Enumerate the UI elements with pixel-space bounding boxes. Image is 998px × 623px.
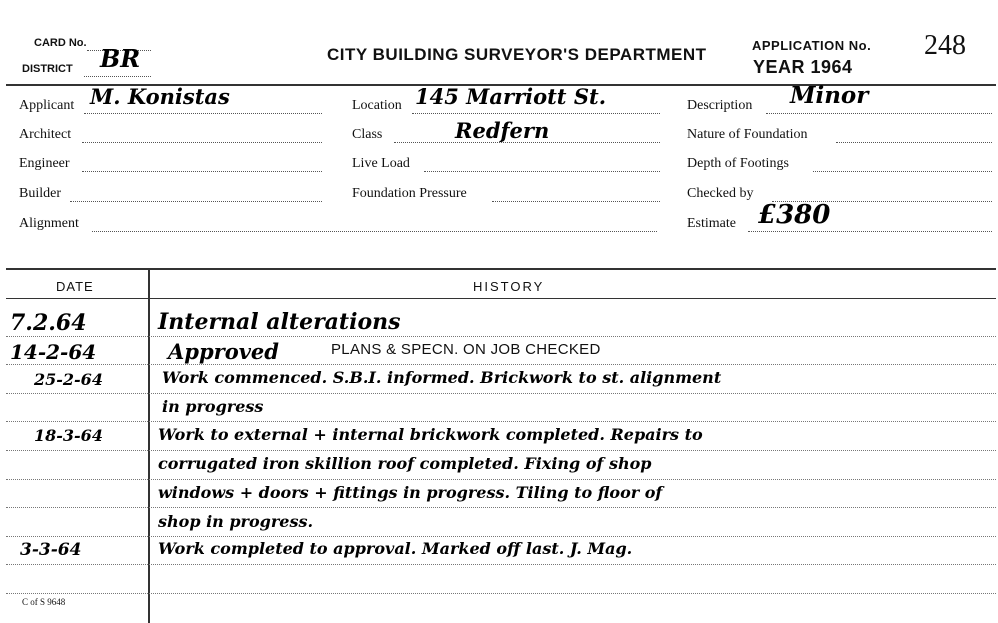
year-label: YEAR 1964 (753, 57, 853, 77)
entry-date: 7.2.64 (10, 310, 87, 336)
table-rule (6, 564, 996, 565)
card-no-label: CARD No. (34, 37, 87, 49)
date-column-header: DATE (56, 279, 94, 294)
entry-text: Internal alterations (158, 309, 401, 335)
description-value: Minor (790, 82, 869, 109)
table-rule (6, 336, 996, 337)
depth-footings-line (813, 171, 992, 172)
depth-footings-label: Depth of Footings (687, 156, 789, 171)
class-value: Redfern (455, 118, 550, 143)
architect-label: Architect (19, 127, 72, 142)
table-header-rule (6, 298, 996, 299)
date-column-divider (148, 268, 150, 623)
table-rule (6, 364, 996, 365)
table-rule (6, 393, 996, 394)
architect-line (82, 142, 322, 143)
entry-text: Work commenced. S.B.I. informed. Brickwork to st. alignment (162, 368, 722, 387)
class-label: Class (352, 127, 383, 142)
entry-date: 14-2-64 (10, 340, 97, 364)
description-line (766, 113, 992, 114)
district-value: BR (100, 44, 141, 73)
live-load-label: Live Load (352, 156, 410, 171)
entry-date: 18-3-64 (34, 426, 103, 445)
engineer-line (82, 171, 322, 172)
builder-line (70, 201, 322, 202)
application-number: 248 (924, 30, 966, 61)
department-title: CITY BUILDING SURVEYOR'S DEPARTMENT (327, 45, 707, 64)
estimate-line (748, 231, 992, 232)
table-rule (6, 593, 996, 594)
foundation-pressure-line (492, 201, 660, 202)
estimate-value: £380 (758, 200, 831, 230)
location-value: 145 Marriott St. (415, 84, 606, 109)
builder-label: Builder (19, 186, 61, 201)
alignment-line (92, 231, 657, 232)
entry-text: Work to external + internal brickwork completed. Repairs to (158, 425, 703, 444)
district-line (84, 76, 151, 77)
entry-text: Work completed to approval. Marked off last. J. Mag. (158, 539, 633, 558)
table-rule (6, 507, 996, 508)
entry-date: 3-3-64 (20, 540, 82, 560)
alignment-label: Alignment (19, 216, 79, 231)
applicant-line (84, 113, 322, 114)
entry-text: windows + doors + fittings in progress. Tiling to floor of (158, 483, 663, 502)
district-label: DISTRICT (22, 63, 73, 75)
entry-text: Approved (168, 339, 279, 364)
engineer-label: Engineer (19, 156, 70, 171)
table-rule (6, 421, 996, 422)
application-label: APPLICATION No. (752, 38, 872, 53)
entry-text: in progress (162, 397, 264, 416)
description-label: Description (687, 98, 753, 113)
applicant-value: M. Konistas (90, 84, 230, 109)
table-rule (6, 450, 996, 451)
checked-stamp: PLANS & SPECN. ON JOB CHECKED (331, 341, 601, 358)
estimate-label: Estimate (687, 216, 736, 231)
entry-text: corrugated iron skillion roof completed. Fixing of shop (158, 454, 652, 473)
nature-foundation-line (836, 142, 992, 143)
location-label: Location (352, 98, 402, 113)
table-top-rule (6, 268, 996, 270)
nature-foundation-label: Nature of Foundation (687, 127, 808, 142)
applicant-label: Applicant (19, 98, 75, 113)
class-line (394, 142, 660, 143)
entry-date: 25-2-64 (34, 370, 103, 389)
checked-by-label: Checked by (687, 186, 754, 201)
table-rule (6, 479, 996, 480)
live-load-line (424, 171, 660, 172)
form-code: C of S 9648 (22, 597, 66, 607)
entry-text: shop in progress. (158, 512, 314, 531)
history-column-header: HISTORY (473, 279, 545, 294)
location-line (412, 113, 660, 114)
foundation-pressure-label: Foundation Pressure (352, 186, 467, 201)
table-rule (6, 536, 996, 537)
